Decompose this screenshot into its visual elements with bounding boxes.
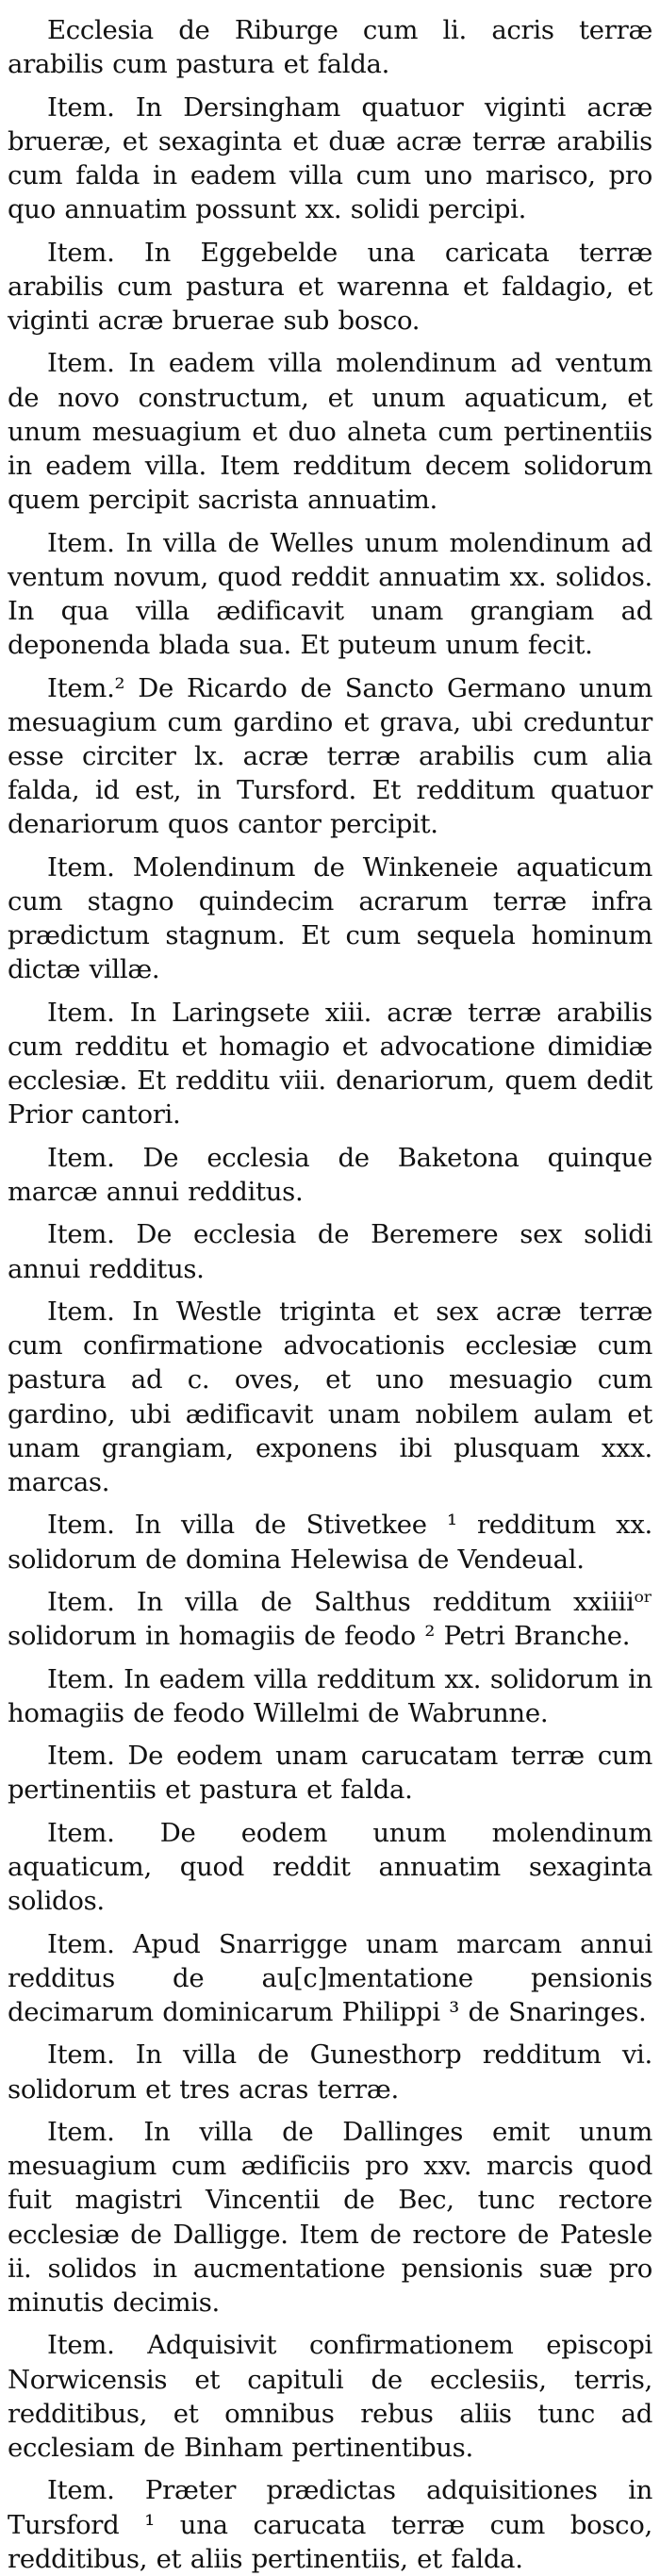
- paragraph-salthus: Item. In villa de Salthus redditum xxiiiiᵒʳ solidorum in homagiis de feodo ² Petri Branche.: [8, 1586, 652, 1652]
- paragraph-molendinum-aquaticum: Item. De eodem unum molendinum aquaticum, quod reddit annuatim sexaginta solidos.: [8, 1817, 652, 1917]
- paragraph-welles: Item. In villa de Welles unum molendinum ad ventum novum, quod reddit annuatim xx. solidos. In qua villa ædificavit unam grangiam ad deponenda blada sua. Et puteum unum fecit.: [8, 527, 652, 661]
- paragraph-snarrigge: Item. Apud Snarrigge unam marcam annui redditus de au[c]mentatione pensionis decimarum dominicarum Philippi ³ de Snaringes.: [8, 1928, 652, 2027]
- paragraph-eggebelde: Item. In Eggebelde una caricata terræ arabilis cum pastura et warenna et faldagio, et viginti acræ bruerae sub bosco.: [8, 237, 652, 336]
- paragraph-riburge: Ecclesia de Riburge cum li. acris terræ arabilis cum pastura et falda.: [8, 15, 652, 80]
- paragraph-molendinum-ad-ventum: Item. In eadem villa molendinum ad ventum de novo constructum, et unum aquaticum, et unum mesuagium et duo alneta cum pertinentiis in eadem villa. Item redditum decem solidorum quem percipit sacrista annuatim.: [8, 348, 652, 516]
- paragraph-stivetkee: Item. In villa de Stivetkee ¹ redditum xx. solidorum de domina Helewisa de Vendeual.: [8, 1510, 652, 1575]
- paragraph-laringsete: Item. In Laringsete xiii. acræ terræ arabilis cum redditu et homagio et advocatione dimidiæ ecclesiæ. Et redditu viii. denariorum, quem dedit Prior cantori.: [8, 997, 652, 1131]
- paragraph-carucata: Item. De eodem unam carucatam terræ cum pertinentiis et pastura et falda.: [8, 1741, 652, 1806]
- paragraph-wabrunne: Item. In eadem villa redditum xx. solidorum in homagiis de feodo Willelmi de Wabrunne.: [8, 1663, 652, 1728]
- paragraph-dallinges: Item. In villa de Dallinges emit unum mesuagium cum ædificiis pro xxv. marcis quod fuit magistri Vincentii de Bec, tunc rectore ecclesiæ de Dalligge. Item de rectore de Patesle ii. solidos in aucmentatione pensionis suæ pro minutis decimis.: [8, 2116, 652, 2318]
- paragraph-sancto-germano: Item.² De Ricardo de Sancto Germano unum mesuagium cum gardino et grava, ubi creduntur esse circiter lx. acræ terræ arabilis cum alia falda, id est, in Tursford. Et redditum quatuor denariorum quos cantor percipit.: [8, 672, 652, 840]
- paragraph-baketona: Item. De ecclesia de Baketona quinque marcæ annui redditus.: [8, 1142, 652, 1207]
- paragraph-gunesthorp: Item. In villa de Gunesthorp redditum vi. solidorum et tres acras terræ.: [8, 2039, 652, 2105]
- paragraph-dersingham: Item. In Dersingham quatuor viginti acræ brueræ, et sexaginta et duæ acræ terræ arabilis cum falda in eadem villa cum uno marisco, pro quo annuatim possunt xx. solidi percipi.: [8, 91, 652, 225]
- paragraph-winkeneie: Item. Molendinum de Winkeneie aquaticum cum stagno quindecim acrarum terræ infra prædictum stagnum. Et cum sequela hominum dictæ villæ.: [8, 851, 652, 985]
- paragraph-westle: Item. In Westle triginta et sex acræ terræ cum confirmatione advocationis ecclesiæ cum pastura ad c. oves, et uno mesuagio cum gardino, ubi ædificavit unam nobilem aulam et unam grangiam, exponens ibi plusquam xxx. marcas.: [8, 1296, 652, 1497]
- paragraph-tursford: Item. Præter prædictas adquisitiones in Tursford ¹ una carucata terræ cum bosco, redditibus, et aliis pertinentiis, et falda.: [8, 2475, 652, 2574]
- paragraph-beremere: Item. De ecclesia de Beremere sex solidi annui redditus.: [8, 1219, 652, 1284]
- paragraph-confirmatio: Item. Adquisivit confirmationem episcopi Norwicensis et capituli de ecclesiis, terris, redditibus, et omnibus rebus aliis tunc ad ecclesiam de Binham pertinentibus.: [8, 2330, 652, 2463]
